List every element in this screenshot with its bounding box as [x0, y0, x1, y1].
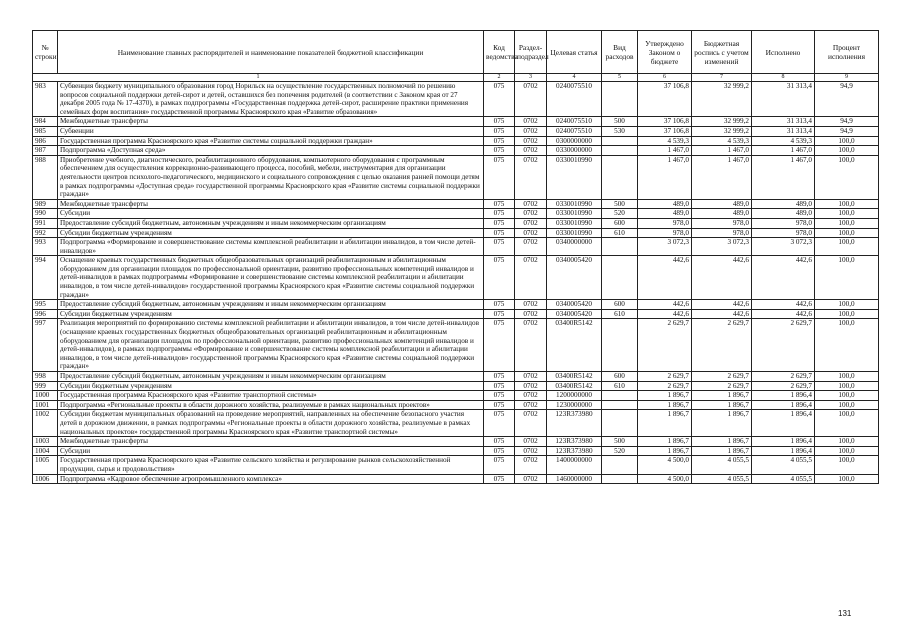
row-percent: 100,0	[815, 372, 879, 382]
row-budget-list: 2 629,7	[692, 381, 752, 391]
row-target-article: 0240075510	[547, 117, 602, 127]
row-approved: 1 896,7	[638, 437, 692, 447]
row-dept-code: 075	[484, 300, 515, 310]
table-row	[33, 400, 879, 410]
row-expense-type	[602, 410, 638, 437]
table-row	[33, 372, 879, 382]
row-budget-list: 442,6	[692, 256, 752, 300]
table-row	[33, 381, 879, 391]
row-expense-type	[602, 82, 638, 117]
table-row	[33, 474, 879, 484]
row-number: 996	[33, 309, 58, 319]
row-percent: 100,0	[815, 391, 879, 401]
row-dept-code: 075	[484, 228, 515, 238]
row-number: 986	[33, 136, 58, 146]
column-numbers-row	[33, 74, 879, 82]
row-approved: 1 896,7	[638, 446, 692, 456]
row-number: 999	[33, 381, 58, 391]
row-approved: 4 500,0	[638, 456, 692, 474]
row-expense-type: 610	[602, 381, 638, 391]
row-budget-list: 978,0	[692, 218, 752, 228]
row-name: Субсидии	[58, 446, 484, 456]
row-section: 0702	[515, 136, 547, 146]
row-dept-code: 075	[484, 391, 515, 401]
table-row	[33, 319, 879, 372]
table-row	[33, 155, 879, 199]
header-row-no: № строки	[33, 31, 58, 74]
row-executed: 1 896,4	[752, 391, 815, 401]
column-number: 4	[547, 74, 602, 82]
row-dept-code: 075	[484, 209, 515, 219]
row-approved: 37 106,8	[638, 117, 692, 127]
row-dept-code: 075	[484, 136, 515, 146]
table-row	[33, 136, 879, 146]
row-name: Субвенция бюджету муниципального образования город Норильск на осуществление государственных полномочий по решению вопросов социальной поддержки детей-сирот и детей, оставшихся без попечения родителей (в соответствии с Законом края от 27 декабря 2005 года № 17-4370), в рамках подпрограммы «Государственная поддержка детей-сирот, расширение практики применения семейных форм воспитания» государственной программы Красноярского края «Развитие образования»	[58, 82, 484, 117]
row-executed: 489,0	[752, 209, 815, 219]
row-section: 0702	[515, 300, 547, 310]
row-number: 988	[33, 155, 58, 199]
row-percent: 100,0	[815, 319, 879, 372]
row-approved: 489,0	[638, 199, 692, 209]
header-approved: Утверждено Законом о бюджете	[638, 31, 692, 74]
row-approved: 3 072,3	[638, 238, 692, 256]
row-target-article: 0340005420	[547, 309, 602, 319]
column-number: 9	[815, 74, 879, 82]
row-budget-list: 1 896,7	[692, 391, 752, 401]
table-row	[33, 117, 879, 127]
row-percent: 100,0	[815, 238, 879, 256]
row-executed: 1 896,4	[752, 410, 815, 437]
row-approved: 1 896,7	[638, 400, 692, 410]
row-approved: 2 629,7	[638, 372, 692, 382]
row-executed: 1 896,4	[752, 400, 815, 410]
row-percent: 100,0	[815, 199, 879, 209]
row-number: 1002	[33, 410, 58, 437]
table-row	[33, 218, 879, 228]
row-percent: 100,0	[815, 474, 879, 484]
row-budget-list: 2 629,7	[692, 319, 752, 372]
row-executed: 442,6	[752, 309, 815, 319]
row-name: Подпрограмма «Формирование и совершенствование системы комплексной реабилитации и абилитации инвалидов, в том числе детей-инвалидов»	[58, 238, 484, 256]
row-number: 1004	[33, 446, 58, 456]
row-percent: 100,0	[815, 400, 879, 410]
row-expense-type: 600	[602, 300, 638, 310]
row-expense-type: 520	[602, 446, 638, 456]
row-target-article: 0240075510	[547, 126, 602, 136]
row-number: 998	[33, 372, 58, 382]
row-executed: 31 313,4	[752, 82, 815, 117]
row-executed: 978,0	[752, 228, 815, 238]
row-number: 1005	[33, 456, 58, 474]
row-section: 0702	[515, 256, 547, 300]
row-number: 985	[33, 126, 58, 136]
row-expense-type: 600	[602, 372, 638, 382]
row-dept-code: 075	[484, 381, 515, 391]
row-name: Государственная программа Красноярского края «Развитие транспортной системы»	[58, 391, 484, 401]
table-row	[33, 238, 879, 256]
row-section: 0702	[515, 117, 547, 127]
row-section: 0702	[515, 309, 547, 319]
table-row	[33, 446, 879, 456]
row-dept-code: 075	[484, 155, 515, 199]
row-name: Приобретение учебного, диагностического, реабилитационного оборудования, компьютерного оборудования с программным обеспечением для осуществления коррекционно-развивающего процесса, пособий, мебели, инструментария для организации деятельности центров психолого-педагогического, медицинского и социального сопровождения с целью оказания ранней помощи детям в рамках подпрограммы «Доступная среда» государственной программы Красноярского края «Развитие системы социальной поддержки граждан»	[58, 155, 484, 199]
row-budget-list: 2 629,7	[692, 372, 752, 382]
row-name: Подпрограмма «Региональные проекты в области дорожного хозяйства, реализуемые в рамках национальных проектов»	[58, 400, 484, 410]
row-executed: 442,6	[752, 256, 815, 300]
row-target-article: 0330010990	[547, 218, 602, 228]
row-approved: 2 629,7	[638, 381, 692, 391]
row-target-article: 0240075510	[547, 82, 602, 117]
row-expense-type	[602, 256, 638, 300]
row-target-article: 0340005420	[547, 300, 602, 310]
row-target-article: 0330010990	[547, 209, 602, 219]
row-dept-code: 075	[484, 218, 515, 228]
row-section: 0702	[515, 456, 547, 474]
row-dept-code: 075	[484, 372, 515, 382]
row-section: 0702	[515, 400, 547, 410]
row-expense-type: 610	[602, 228, 638, 238]
row-executed: 2 629,7	[752, 372, 815, 382]
header-dept: Код ведомства	[484, 31, 515, 74]
row-target-article: 1230000000	[547, 400, 602, 410]
row-expense-type	[602, 238, 638, 256]
row-percent: 100,0	[815, 155, 879, 199]
table-row	[33, 146, 879, 156]
row-section: 0702	[515, 410, 547, 437]
row-budget-list: 978,0	[692, 228, 752, 238]
table-row	[33, 228, 879, 238]
row-name: Межбюджетные трансферты	[58, 199, 484, 209]
row-name: Межбюджетные трансферты	[58, 117, 484, 127]
row-expense-type	[602, 474, 638, 484]
column-number: 8	[752, 74, 815, 82]
column-number: 7	[692, 74, 752, 82]
row-approved: 442,6	[638, 300, 692, 310]
row-expense-type	[602, 319, 638, 372]
table-row	[33, 199, 879, 209]
row-executed: 489,0	[752, 199, 815, 209]
header-exp-type: Вид расходов	[602, 31, 638, 74]
row-target-article: 123R373980	[547, 410, 602, 437]
row-number: 990	[33, 209, 58, 219]
row-number: 1006	[33, 474, 58, 484]
row-dept-code: 075	[484, 309, 515, 319]
row-target-article: 1400000000	[547, 456, 602, 474]
row-dept-code: 075	[484, 146, 515, 156]
row-executed: 2 629,7	[752, 381, 815, 391]
row-target-article: 03400R5142	[547, 372, 602, 382]
row-approved: 4 500,0	[638, 474, 692, 484]
row-expense-type: 520	[602, 209, 638, 219]
row-target-article: 0330010990	[547, 199, 602, 209]
row-budget-list: 489,0	[692, 209, 752, 219]
row-percent: 94,9	[815, 126, 879, 136]
row-name: Межбюджетные трансферты	[58, 437, 484, 447]
row-dept-code: 075	[484, 199, 515, 209]
table-row	[33, 300, 879, 310]
row-dept-code: 075	[484, 238, 515, 256]
row-executed: 1 467,0	[752, 146, 815, 156]
row-section: 0702	[515, 146, 547, 156]
row-name: Субсидии бюджетным учреждениям	[58, 381, 484, 391]
row-percent: 100,0	[815, 300, 879, 310]
row-budget-list: 32 999,2	[692, 126, 752, 136]
row-percent: 100,0	[815, 456, 879, 474]
row-budget-list: 1 896,7	[692, 446, 752, 456]
row-number: 1003	[33, 437, 58, 447]
row-budget-list: 1 896,7	[692, 400, 752, 410]
row-name: Предоставление субсидий бюджетным, автономным учреждениям и иным некоммерческим организациям	[58, 218, 484, 228]
row-percent: 100,0	[815, 381, 879, 391]
row-percent: 100,0	[815, 136, 879, 146]
row-expense-type	[602, 456, 638, 474]
column-number: 5	[602, 74, 638, 82]
row-target-article: 123R373980	[547, 446, 602, 456]
row-target-article: 0300000000	[547, 136, 602, 146]
table-row	[33, 309, 879, 319]
column-number: 1	[33, 74, 484, 82]
row-budget-list: 32 999,2	[692, 82, 752, 117]
row-executed: 2 629,7	[752, 319, 815, 372]
row-expense-type: 530	[602, 126, 638, 136]
row-budget-list: 489,0	[692, 199, 752, 209]
row-expense-type	[602, 400, 638, 410]
row-percent: 94,9	[815, 117, 879, 127]
row-executed: 4 539,3	[752, 136, 815, 146]
row-expense-type	[602, 391, 638, 401]
row-approved: 489,0	[638, 209, 692, 219]
row-name: Подпрограмма «Доступная среда»	[58, 146, 484, 156]
row-approved: 37 106,8	[638, 126, 692, 136]
row-dept-code: 075	[484, 410, 515, 437]
row-dept-code: 075	[484, 446, 515, 456]
row-executed: 4 055,5	[752, 474, 815, 484]
row-name: Субвенции	[58, 126, 484, 136]
row-target-article: 03400R5142	[547, 319, 602, 372]
row-expense-type: 600	[602, 218, 638, 228]
row-name: Государственная программа Красноярского края «Развитие сельского хозяйства и регулирование рынков сельскохозяйственной продукции, сырья и продовольствия»	[58, 456, 484, 474]
row-section: 0702	[515, 82, 547, 117]
row-approved: 1 467,0	[638, 146, 692, 156]
row-expense-type: 500	[602, 199, 638, 209]
row-percent: 100,0	[815, 218, 879, 228]
header-executed: Исполнено	[752, 31, 815, 74]
row-dept-code: 075	[484, 117, 515, 127]
row-name: Субсидии бюджетным учреждениям	[58, 309, 484, 319]
row-percent: 94,9	[815, 82, 879, 117]
row-name: Субсидии бюджетам муниципальных образований на проведение мероприятий, направленных на обеспечение безопасного участия детей в дорожном движении, в рамках подпрограммы «Региональные проекты в области дорожного хозяйства, реализуемые в рамках национальных проектов» государственной программы Красноярского края «Развитие транспортной системы»	[58, 410, 484, 437]
row-approved: 2 629,7	[638, 319, 692, 372]
row-approved: 1 467,0	[638, 155, 692, 199]
table-row	[33, 126, 879, 136]
table-row	[33, 209, 879, 219]
budget-sheet	[32, 30, 879, 484]
row-name: Субсидии	[58, 209, 484, 219]
row-dept-code: 075	[484, 400, 515, 410]
header-section: Раздел-подраздел	[515, 31, 547, 74]
row-section: 0702	[515, 474, 547, 484]
row-percent: 100,0	[815, 256, 879, 300]
row-executed: 1 467,0	[752, 155, 815, 199]
row-number: 1001	[33, 400, 58, 410]
row-dept-code: 075	[484, 256, 515, 300]
row-dept-code: 075	[484, 437, 515, 447]
row-number: 994	[33, 256, 58, 300]
row-section: 0702	[515, 126, 547, 136]
row-budget-list: 1 467,0	[692, 146, 752, 156]
row-section: 0702	[515, 319, 547, 372]
row-number: 995	[33, 300, 58, 310]
table-row	[33, 391, 879, 401]
row-number: 987	[33, 146, 58, 156]
row-target-article: 0340000000	[547, 238, 602, 256]
header-target: Целевая статья	[547, 31, 602, 74]
row-section: 0702	[515, 228, 547, 238]
row-approved: 37 106,8	[638, 82, 692, 117]
row-name: Государственная программа Красноярского края «Развитие системы социальной поддержки граждан»	[58, 136, 484, 146]
row-number: 997	[33, 319, 58, 372]
header-list: Бюджетная роспись с учетом изменений	[692, 31, 752, 74]
row-budget-list: 4 055,5	[692, 456, 752, 474]
row-target-article: 0330010990	[547, 155, 602, 199]
row-percent: 100,0	[815, 437, 879, 447]
row-executed: 1 896,4	[752, 446, 815, 456]
table-row	[33, 410, 879, 437]
row-executed: 1 896,4	[752, 437, 815, 447]
row-budget-list: 4 055,5	[692, 474, 752, 484]
table-body	[33, 82, 879, 484]
row-section: 0702	[515, 381, 547, 391]
row-target-article: 0340005420	[547, 256, 602, 300]
row-expense-type: 500	[602, 117, 638, 127]
row-target-article: 0330010990	[547, 228, 602, 238]
row-budget-list: 32 999,2	[692, 117, 752, 127]
row-expense-type	[602, 146, 638, 156]
row-section: 0702	[515, 238, 547, 256]
row-dept-code: 075	[484, 82, 515, 117]
row-expense-type	[602, 155, 638, 199]
row-number: 983	[33, 82, 58, 117]
row-approved: 978,0	[638, 218, 692, 228]
header-name: Наименование главных распорядителей и наименование показателей бюджетной классификации	[58, 31, 484, 74]
header-percent: Процент исполнения	[815, 31, 879, 74]
row-section: 0702	[515, 372, 547, 382]
row-dept-code: 075	[484, 319, 515, 372]
row-target-article: 03400R5142	[547, 381, 602, 391]
row-approved: 4 539,3	[638, 136, 692, 146]
row-approved: 1 896,7	[638, 391, 692, 401]
row-name: Оснащение краевых государственных бюджетных общеобразовательных организаций реабилитационным и абилитационным оборудованием для организации площадок по профессиональной ориентации, развитию профессиональных компетенций инвалидов и детей-инвалидов в рамках подпрограммы «Формирование и совершенствование системы комплексной реабилитации и абилитации инвалидов, в том числе детей-инвалидов» государственной программы Красноярского края «Развитие системы социальной поддержки граждан»	[58, 256, 484, 300]
row-executed: 3 072,3	[752, 238, 815, 256]
page-number: 131	[838, 609, 852, 618]
row-percent: 100,0	[815, 446, 879, 456]
budget-table	[32, 30, 879, 484]
table-row	[33, 256, 879, 300]
row-name: Реализация мероприятий по формированию системы комплексной реабилитации и абилитации инвалидов, в том числе детей-инвалидов (оснащение краевых государственных бюджетных общеобразовательных организаций реабилитационным и абилитационным оборудованием для организации площадок по профессиональной ориентации, развитию профессиональных компетенций инвалидов и детей-инвалидов), в рамках подпрограммы «Формирование и совершенствование системы комплексной реабилитации и абилитации инвалидов, в том числе детей-инвалидов» государственной программы Красноярского края «Развитие системы социальной поддержки граждан»	[58, 319, 484, 372]
row-percent: 100,0	[815, 146, 879, 156]
row-executed: 4 055,5	[752, 456, 815, 474]
row-percent: 100,0	[815, 209, 879, 219]
row-budget-list: 4 539,3	[692, 136, 752, 146]
row-name: Субсидии бюджетным учреждениям	[58, 228, 484, 238]
row-section: 0702	[515, 199, 547, 209]
row-expense-type: 500	[602, 437, 638, 447]
row-dept-code: 075	[484, 474, 515, 484]
row-number: 991	[33, 218, 58, 228]
row-number: 989	[33, 199, 58, 209]
row-section: 0702	[515, 155, 547, 199]
row-number: 1000	[33, 391, 58, 401]
row-target-article: 0330000000	[547, 146, 602, 156]
row-section: 0702	[515, 209, 547, 219]
row-executed: 442,6	[752, 300, 815, 310]
column-number: 6	[638, 74, 692, 82]
table-row	[33, 82, 879, 117]
row-target-article: 1460000000	[547, 474, 602, 484]
row-budget-list: 1 896,7	[692, 437, 752, 447]
table-row	[33, 437, 879, 447]
row-budget-list: 3 072,3	[692, 238, 752, 256]
row-percent: 100,0	[815, 309, 879, 319]
row-approved: 442,6	[638, 256, 692, 300]
table-header	[33, 31, 879, 82]
row-expense-type	[602, 136, 638, 146]
row-target-article: 123R373980	[547, 437, 602, 447]
row-dept-code: 075	[484, 126, 515, 136]
row-number: 993	[33, 238, 58, 256]
row-executed: 31 313,4	[752, 126, 815, 136]
row-budget-list: 1 467,0	[692, 155, 752, 199]
row-expense-type: 610	[602, 309, 638, 319]
row-section: 0702	[515, 446, 547, 456]
row-budget-list: 442,6	[692, 300, 752, 310]
row-approved: 1 896,7	[638, 410, 692, 437]
row-number: 992	[33, 228, 58, 238]
row-dept-code: 075	[484, 456, 515, 474]
row-number: 984	[33, 117, 58, 127]
row-name: Предоставление субсидий бюджетным, автономным учреждениям и иным некоммерческим организациям	[58, 372, 484, 382]
row-name: Подпрограмма «Кадровое обеспечение агропромышленного комплекса»	[58, 474, 484, 484]
row-percent: 100,0	[815, 410, 879, 437]
row-budget-list: 1 896,7	[692, 410, 752, 437]
row-section: 0702	[515, 437, 547, 447]
row-name: Предоставление субсидий бюджетным, автономным учреждениям и иным некоммерческим организациям	[58, 300, 484, 310]
row-approved: 442,6	[638, 309, 692, 319]
row-budget-list: 442,6	[692, 309, 752, 319]
column-number: 3	[515, 74, 547, 82]
row-executed: 31 313,4	[752, 117, 815, 127]
row-target-article: 1200000000	[547, 391, 602, 401]
column-number: 2	[484, 74, 515, 82]
row-approved: 978,0	[638, 228, 692, 238]
table-row	[33, 456, 879, 474]
row-percent: 100,0	[815, 228, 879, 238]
row-section: 0702	[515, 391, 547, 401]
row-executed: 978,0	[752, 218, 815, 228]
row-section: 0702	[515, 218, 547, 228]
